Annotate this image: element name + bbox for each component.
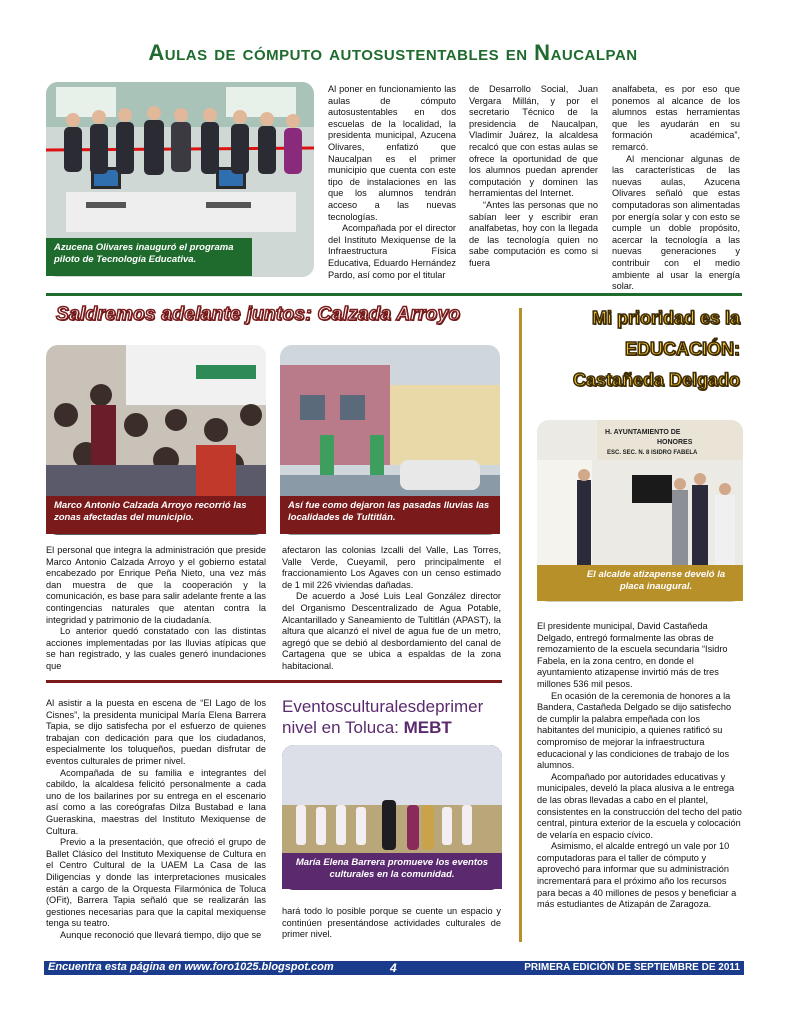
paragraph: Acompañada por el director del Instituto Mexiquense de la Infraestructura Física Educativa, Eduardo Hernández Pardo, así como por el titular bbox=[328, 223, 456, 280]
paragraph: Lo anterior quedó constatado con las distintas acciones implementadas por las lluvias atípicas que se han registrado, y las cuales generó inundaciones que bbox=[46, 626, 266, 671]
article4-title-initials: MEBT bbox=[403, 718, 452, 737]
plaque-sign-text: H. AYUNTAMIENTO DE bbox=[605, 429, 681, 436]
paragraph: “Antes las personas que no sabían leer y escribir eran analfabetas, hoy con la llegada de las tecnología quien no sabe computación es como si fuera bbox=[469, 199, 598, 268]
article2-title: Saldremos adelante juntos: Calzada Arroyo bbox=[56, 304, 461, 325]
article4-title bbox=[282, 696, 502, 738]
article3-title-line-3: Castañeda Delgado bbox=[572, 370, 740, 390]
footer-edition: PRIMERA EDICIÓN DE SEPTIEMBRE DE 2011 bbox=[524, 962, 740, 973]
article3-title-line-2: EDUCACIÓN: bbox=[625, 339, 740, 359]
paragraph: Al asistir a la puesta en escena de “El Lago de los Cisnes”, la presidenta municipal María Elena Barrera Tapia, se dijo satisfecha por el esfuerzo de quienes trabajan con dedicación para que los ciudadanos, especialmente los toluqueños, puedan disfrutar de eventos culturales de primer nivel. bbox=[46, 698, 266, 766]
paragraph: En ocasión de la ceremonia de honores a la Bandera, Castañeda Delgado se dijo satisfecho de cumplir la palabra empeñada con los habitantes del municipio, a quienes ratificó su compromiso de mejorar la infraestructura educacional y las condiciones de trabajo de los alumnos. bbox=[537, 690, 732, 771]
column-divider bbox=[519, 308, 522, 942]
paragraph: Previo a la presentación, que ofreció el grupo de Ballet Clásico del Instituto Mexiquense de Cultura en el Centro Cultural de la UAEM La Casa de las Diligencias y donde las interpretaciones musicales están a cargo de la Orquesta Filarmónica de Toluca (OFit), Barrera Tapia señaló que se realizarán las gestiones necesarias para que la capital mexiquense tenga su teatro. bbox=[46, 837, 266, 929]
paragraph: Acompañada de su familia e integrantes del cabildo, la alcaldesa felicitó personalmente a cada uno de los bailarines por su entrega en el escenario así como a las coreógrafas Dilza Bustabad e Iana Gueraskina, maestras del Instituto Mexiquense de Cultura. bbox=[46, 767, 266, 836]
paragraph: Al mencionar algunas de las características de las nuevas aulas, Azucena Olivares señaló que estas computadoras son alimentadas por energía solar y con esto se cumple un doble propósito, acercar la tecnología a las nuevas generaciones y contribuir con el medio ambiente al usar la energía solar. bbox=[612, 153, 740, 292]
article1-column-1 bbox=[328, 84, 456, 281]
article1-caption: Azucena Olivares inauguró el programa piloto de Tecnología Educativa. bbox=[46, 238, 252, 276]
paragraph: De acuerdo a José Luis Leal González director del Organismo Descentralizado de Agua Potable, Alcantarillado y Saneamiento de Tultitlán (APAST), la altura que alcanzó el nivel de agua fue de un metro, agregó que se debió al desbordamiento del canal de Cartagena que se ubica a espaldas de la zona habitacional. bbox=[282, 591, 501, 671]
article1-column-2 bbox=[469, 84, 598, 270]
paragraph: Al poner en funcionamiento las aulas de cómputo autosustentables en dos escuelas de la localidad, la presidenta municipal, Azucena Olivares, enfatizó que Naucalpan es el primer municipio que cuenta con este tipo de instalaciones en las que los alumnos tendrán acceso a las nuevas tecnologías. bbox=[328, 84, 456, 222]
article1-title: Aulas de cómputo autosustentables en Naucalpan bbox=[148, 40, 638, 65]
article3-body bbox=[537, 621, 743, 911]
article4-column-2 bbox=[282, 906, 501, 941]
paragraph: El personal que integra la administración que preside Marco Antonio Calzada Arroyo y el gobierno estatal encabezado por Enrique Peña Nieto, una vez más dan muestra de que la cooperación y la comunicación, es base para salir adelante frente a las contingencias naturales que atentan contra la integridad y patrimonio de la ciudadanía. bbox=[46, 545, 266, 625]
article2-column-2 bbox=[282, 545, 501, 673]
paragraph: Acompañado por autoridades educativas y municipales, develó la placa alusiva a le entrega de las obras llevadas a cabo en el plantel, consistentes en la construcción del techo del patio central, pintura exterior de la escuela y colocación de velaría en espacio cívico. bbox=[537, 771, 742, 840]
article1-column-3 bbox=[612, 84, 740, 293]
article4-title-line-1: Eventosculturalesdeprimer bbox=[282, 697, 484, 716]
footer-bar bbox=[44, 961, 744, 975]
paragraph: de Desarrollo Social, Juan Vergara Millán, y por el secretario Técnico de la presidencia de Naucalpan, Vladimir Juárez, la alcaldesa recalcó que con estas aulas se ofrece la oportunidad de que los alumnos puedan aprender computación y dominen las herramientas del Internet. bbox=[469, 84, 598, 199]
section-divider bbox=[46, 680, 502, 683]
paragraph: afectaron las colonias Izcalli del Valle, Las Torres, Valle Verde, Cueyamil, pero principalmente el fraccionamiento Los Agaves con un censo estimado de 1 mil 226 viviendas dañadas. bbox=[282, 545, 501, 590]
article3-title-line-1: Mi prioridad es la bbox=[591, 308, 740, 328]
plaque-sign-text: HONORES bbox=[657, 439, 693, 446]
section-divider bbox=[46, 293, 742, 296]
footer-website: Encuentra esta página en www.foro1025.blogspot.com bbox=[48, 961, 334, 973]
paragraph: hará todo lo posible porque se cuente un espacio y continúen presentándose actividades culturales de primer nivel. bbox=[282, 906, 501, 940]
article4-title-line-2 bbox=[282, 717, 502, 738]
plaque-sign-text: ESC. SEC. N. 8 ISIDRO FABELA bbox=[607, 450, 698, 456]
article2-caption-2: Así fue como dejaron las pasadas lluvias las localidades de Tultitlán. bbox=[280, 496, 500, 534]
article2-column-1 bbox=[46, 545, 266, 673]
paragraph: Aunque reconoció que llevará tiempo, dijo que se bbox=[60, 929, 262, 940]
article3-caption: El alcalde atizapense develó la placa inaugural. bbox=[537, 565, 743, 601]
paragraph: analfabeta, es por eso que ponemos al alcance de los alumnos estas herramientas que les ayudarán en su formación académica”, remarcó. bbox=[612, 84, 740, 152]
article4-column-1 bbox=[46, 698, 266, 941]
article2-caption-1: Marco Antonio Calzada Arroyo recorrió las zonas afectadas del municipio. bbox=[46, 496, 266, 534]
paragraph: El presidente municipal, David Castañeda Delgado, entregó formalmente las obras de remozamiento de la escuela secundaria “Isidro Fabela, en la zona centro, en donde el ayuntamiento atizapense invirtió más de tres millones 536 mil pesos. bbox=[537, 621, 728, 689]
article4-title-text: nivel en Toluca: bbox=[282, 718, 404, 737]
paragraph: Asimismo, el alcalde entregó un vale por 10 computadoras para el taller de cómputo y aprovechó para informar que su administración incrementará para el próximo año los recursos para becas a 40 millones de pesos y beneficiar a más estudiantes de Atizapán de Zaragoza. bbox=[537, 841, 737, 910]
article4-caption: María Elena Barrera promueve los eventos culturales en la comunidad. bbox=[282, 853, 502, 889]
page-number: 4 bbox=[390, 961, 397, 975]
